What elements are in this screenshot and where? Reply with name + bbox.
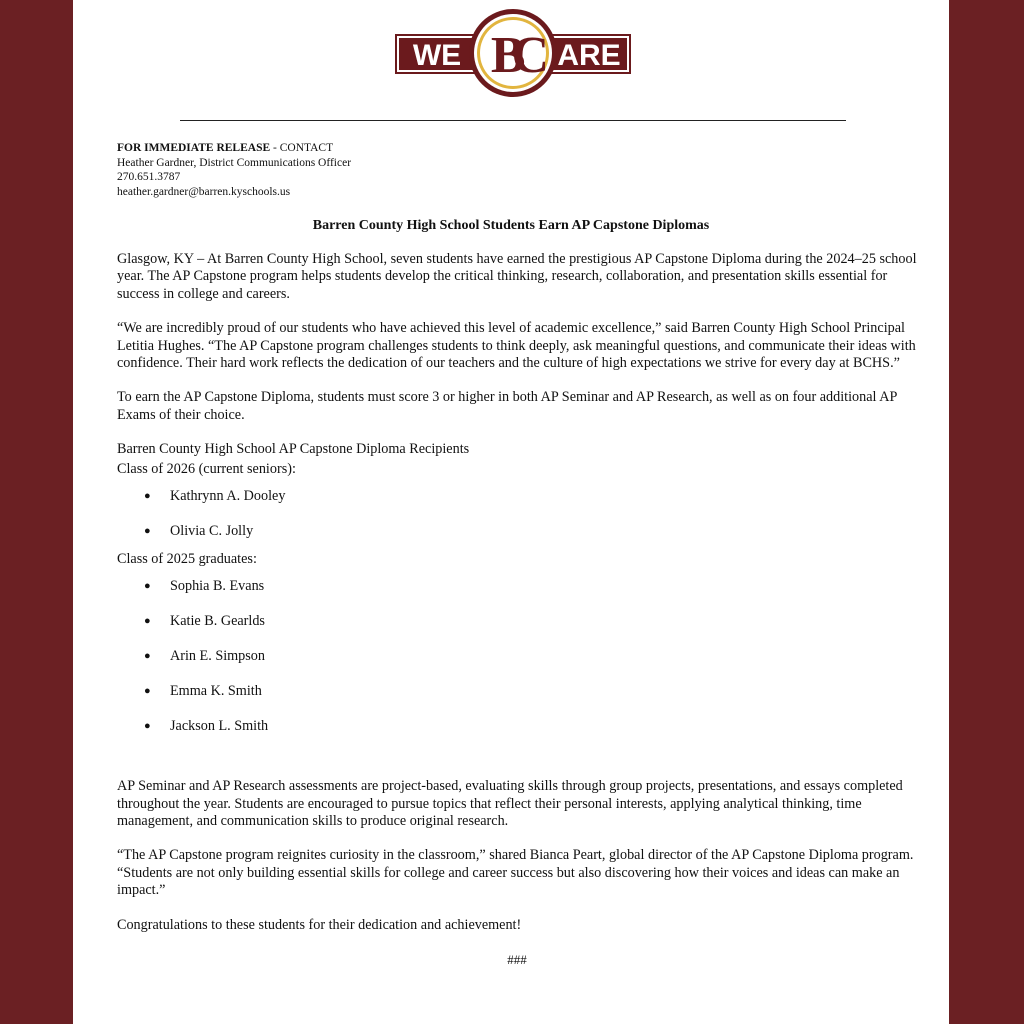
contact-name: Heather Gardner, District Communications Officer	[117, 156, 352, 169]
recipient-name: Arin E. Simpson	[170, 648, 265, 665]
press-release-page	[73, 0, 949, 1024]
class-2026-heading: Class of 2026 (current seniors):	[117, 461, 296, 478]
paragraph-requirements: To earn the AP Capstone Diploma, students must score 3 or higher in both AP Seminar and AP Research, as well as on four additional AP Exams of their choice.	[117, 389, 897, 423]
recipients-title: Barren County High School AP Capstone Diploma Recipients	[117, 441, 470, 458]
headline: Barren County High School Students Earn AP Capstone Diplomas	[312, 218, 710, 233]
bullet-icon: ●	[144, 650, 151, 663]
we-are-bc-logo	[395, 6, 631, 98]
list-item	[117, 479, 917, 514]
logo-we-text: WE	[412, 39, 462, 72]
paragraph-intro: Glasgow, KY – At Barren County High School, seven students have earned the prestigious AP Capstone Diploma during the 2024–25 school year. The AP Capstone program helps students develop the critical thinking, research, collaboration, and presentation skills essential for success in college and careers.	[117, 251, 917, 302]
recipient-name: Kathrynn A. Dooley	[170, 488, 286, 505]
recipient-name: Jackson L. Smith	[170, 718, 269, 735]
bullet-icon: ●	[144, 720, 151, 733]
end-mark: ###	[507, 952, 527, 968]
class-2025-heading: Class of 2025 graduates:	[117, 551, 257, 568]
recipient-name: Katie B. Gearlds	[170, 613, 265, 630]
recipient-name: Emma K. Smith	[170, 683, 262, 700]
recipient-name: Sophia B. Evans	[170, 578, 265, 595]
paragraph-assessments: AP Seminar and AP Research assessments are project-based, evaluating skills through group projects, presentations, and essays completed throughout the year. Students are encouraged to pursue topics that reflect their personal interests, applying analytical thinking, time management, and communication skills to produce original research.	[117, 778, 903, 830]
release-line	[117, 141, 351, 156]
list-item	[117, 569, 917, 604]
paragraph-congratulations: Congratulations to these students for their dedication and achievement!	[117, 916, 522, 933]
list-item	[117, 514, 917, 549]
bullet-icon: ●	[144, 615, 151, 628]
logo-monogram: BC	[490, 27, 536, 84]
bullet-icon: ●	[144, 685, 151, 698]
class-2025-list	[117, 569, 917, 744]
release-label: FOR IMMEDIATE RELEASE	[117, 142, 271, 154]
paragraph-director-quote: “The AP Capstone program reignites curiosity in the classroom,” shared Bianca Peart, global director of the AP Capstone Diploma program. “Students are not only building essential skills for college and career success but also discovering how their voices and ideas can make an impact.”	[117, 847, 914, 899]
logo-are-text: ARE	[557, 39, 621, 72]
contact-phone: 270.651.3787	[117, 171, 181, 183]
list-item	[117, 709, 917, 744]
contact-email: heather.gardner@barren.kyschools.us	[117, 185, 291, 198]
list-item	[117, 674, 917, 709]
contact-word: - CONTACT	[270, 142, 334, 154]
bullet-icon: ●	[144, 525, 151, 538]
list-item	[117, 604, 917, 639]
recipient-name: Olivia C. Jolly	[170, 523, 254, 540]
bullet-icon: ●	[144, 490, 151, 503]
class-2026-list	[117, 479, 917, 549]
paragraph-principal-quote: “We are incredibly proud of our students who have achieved this level of academic excellence,” said Barren County High School Principal Letitia Hughes. “The AP Capstone program challenges students to think deeply, ask meaningful questions, and communicate their ideas with confidence. Their hard work reflects the dedication of our teachers and the culture of high expectations we strive for every day at BCHS.”	[117, 320, 916, 372]
bullet-icon: ●	[144, 580, 151, 593]
contact-block	[117, 141, 351, 199]
article-body	[117, 251, 917, 969]
header-divider	[180, 120, 846, 121]
list-item	[117, 639, 917, 674]
